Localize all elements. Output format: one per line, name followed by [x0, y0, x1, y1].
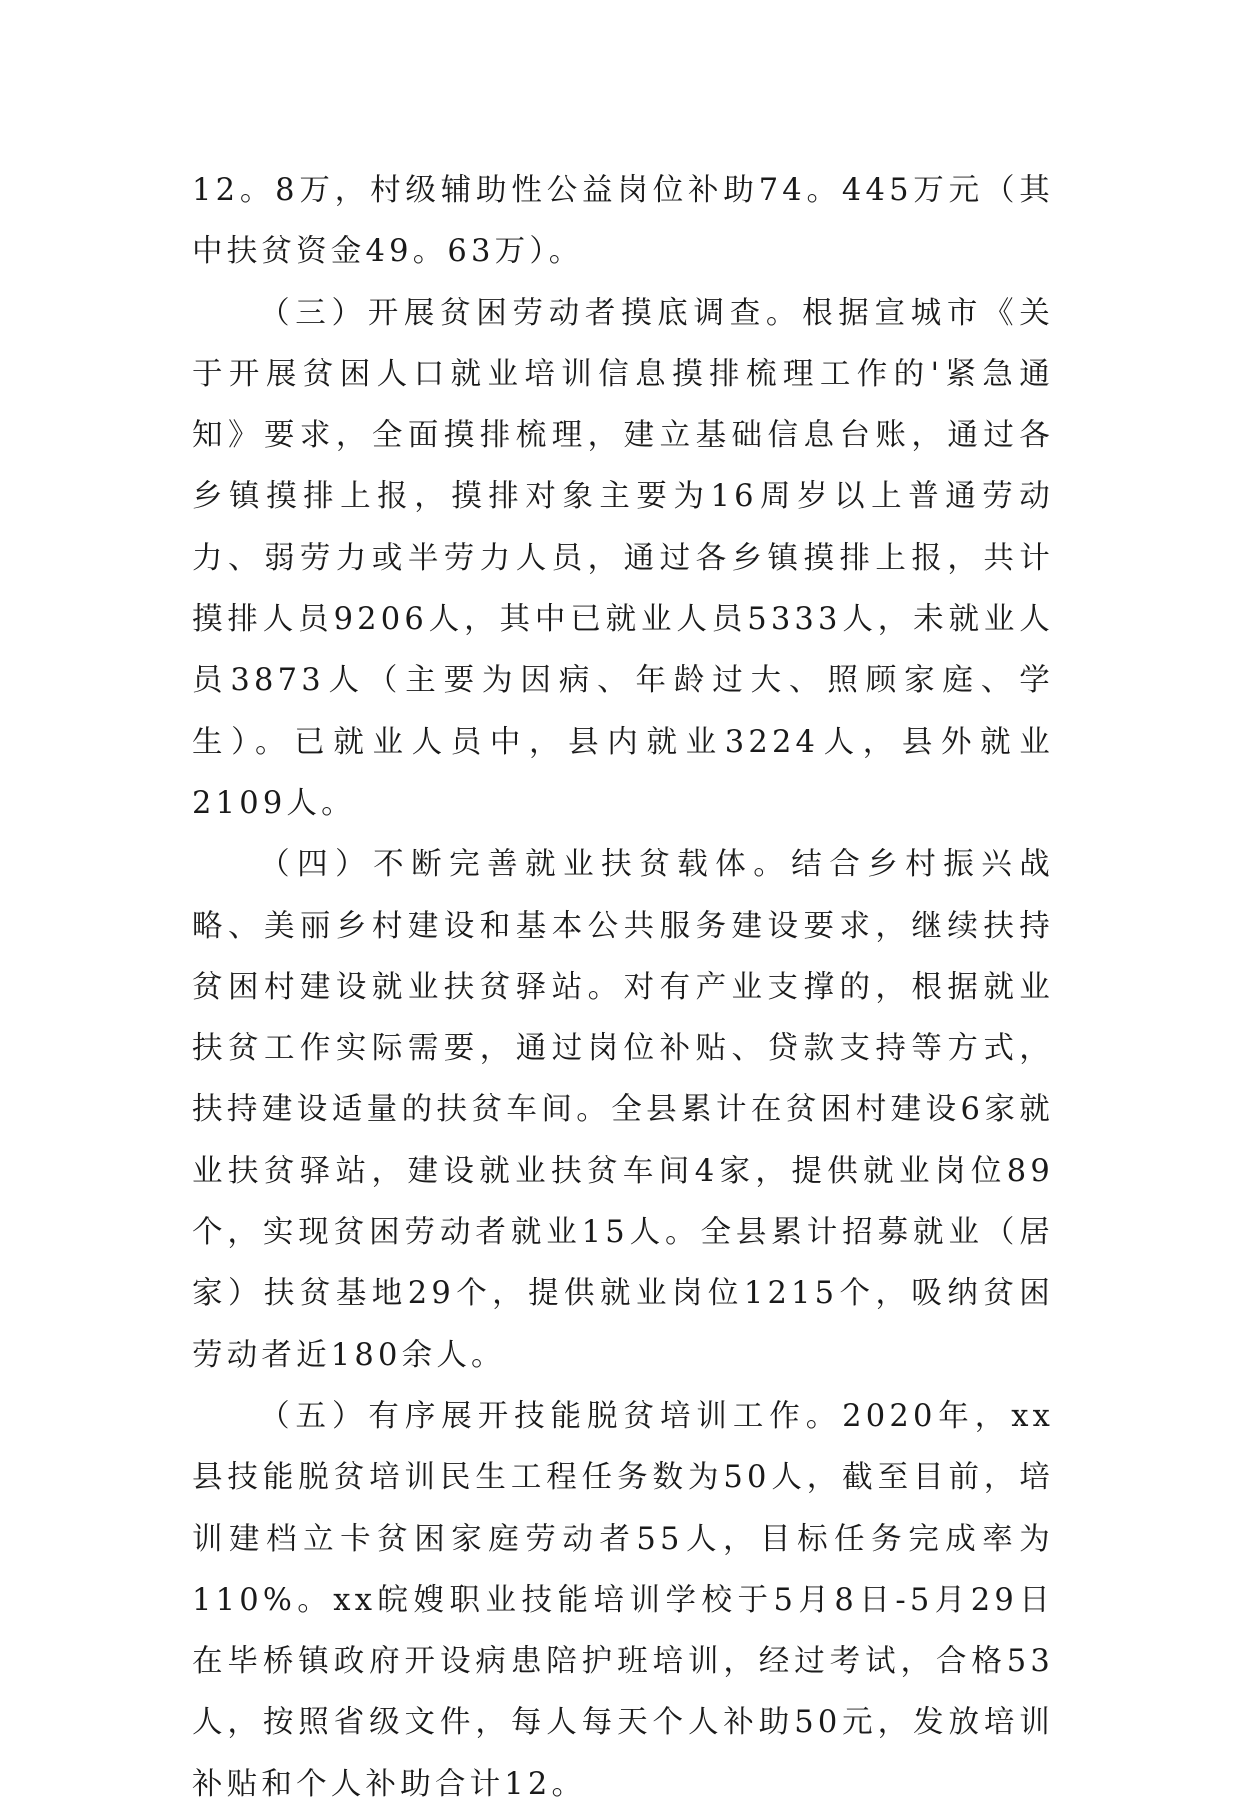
paragraph-section-4: （四）不断完善就业扶贫载体。结合乡村振兴战略、美丽乡村建设和基本公共服务建设要求，继续扶持贫困村建设就业扶贫驿站。对有产业支撑的，根据就业扶贫工作实际需要，通过岗位补贴、贷款支持等方式，扶持建设适量的扶贫车间。全县累计在贫困村建设6家就业扶贫驿站，建设就业扶贫车间4家，提供就业岗位89个，实现贫困劳动者就业15人。全县累计招募就业（居家）扶贫基地29个，提供就业岗位1215个，吸纳贫困劳动者近180余人。 [192, 847, 1054, 1373]
paragraph-section-3: （三）开展贫困劳动者摸底调查。根据宣城市《关于开展贫困人口就业培训信息摸排梳理工作的'紧急通知》要求，全面摸排梳理，建立基础信息台账，通过各乡镇摸排上报，摸排对象主要为16周岁以上普通劳动力、弱劳力或半劳力人员，通过各乡镇摸排上报，共计摸排人员9206人，其中已就业人员5333人，未就业人员3873人（主要为因病、年龄过大、照顾家庭、学生）。已就业人员中，县内就业3224人，县外就业2109人。 [192, 295, 1054, 821]
paragraph-section-5: （五）有序展开技能脱贫培训工作。2020年，xx县技能脱贫培训民生工程任务数为50人，截至目前，培训建档立卡贫困家庭劳动者55人，目标任务完成率为110%。xx皖嫂职业技能培训学校于5月8日-5月29日在毕桥镇政府开设病患陪护班培训，经过考试，合格53人，按照省级文件，每人每天个人补助50元，发放培训补贴和个人补助合计12。 [192, 1398, 1054, 1802]
paragraph-continuation: 12。8万，村级辅助性公益岗位补助74。445万元（其中扶贫资金49。63万）。 [192, 173, 1054, 270]
document-body [192, 160, 1054, 1815]
